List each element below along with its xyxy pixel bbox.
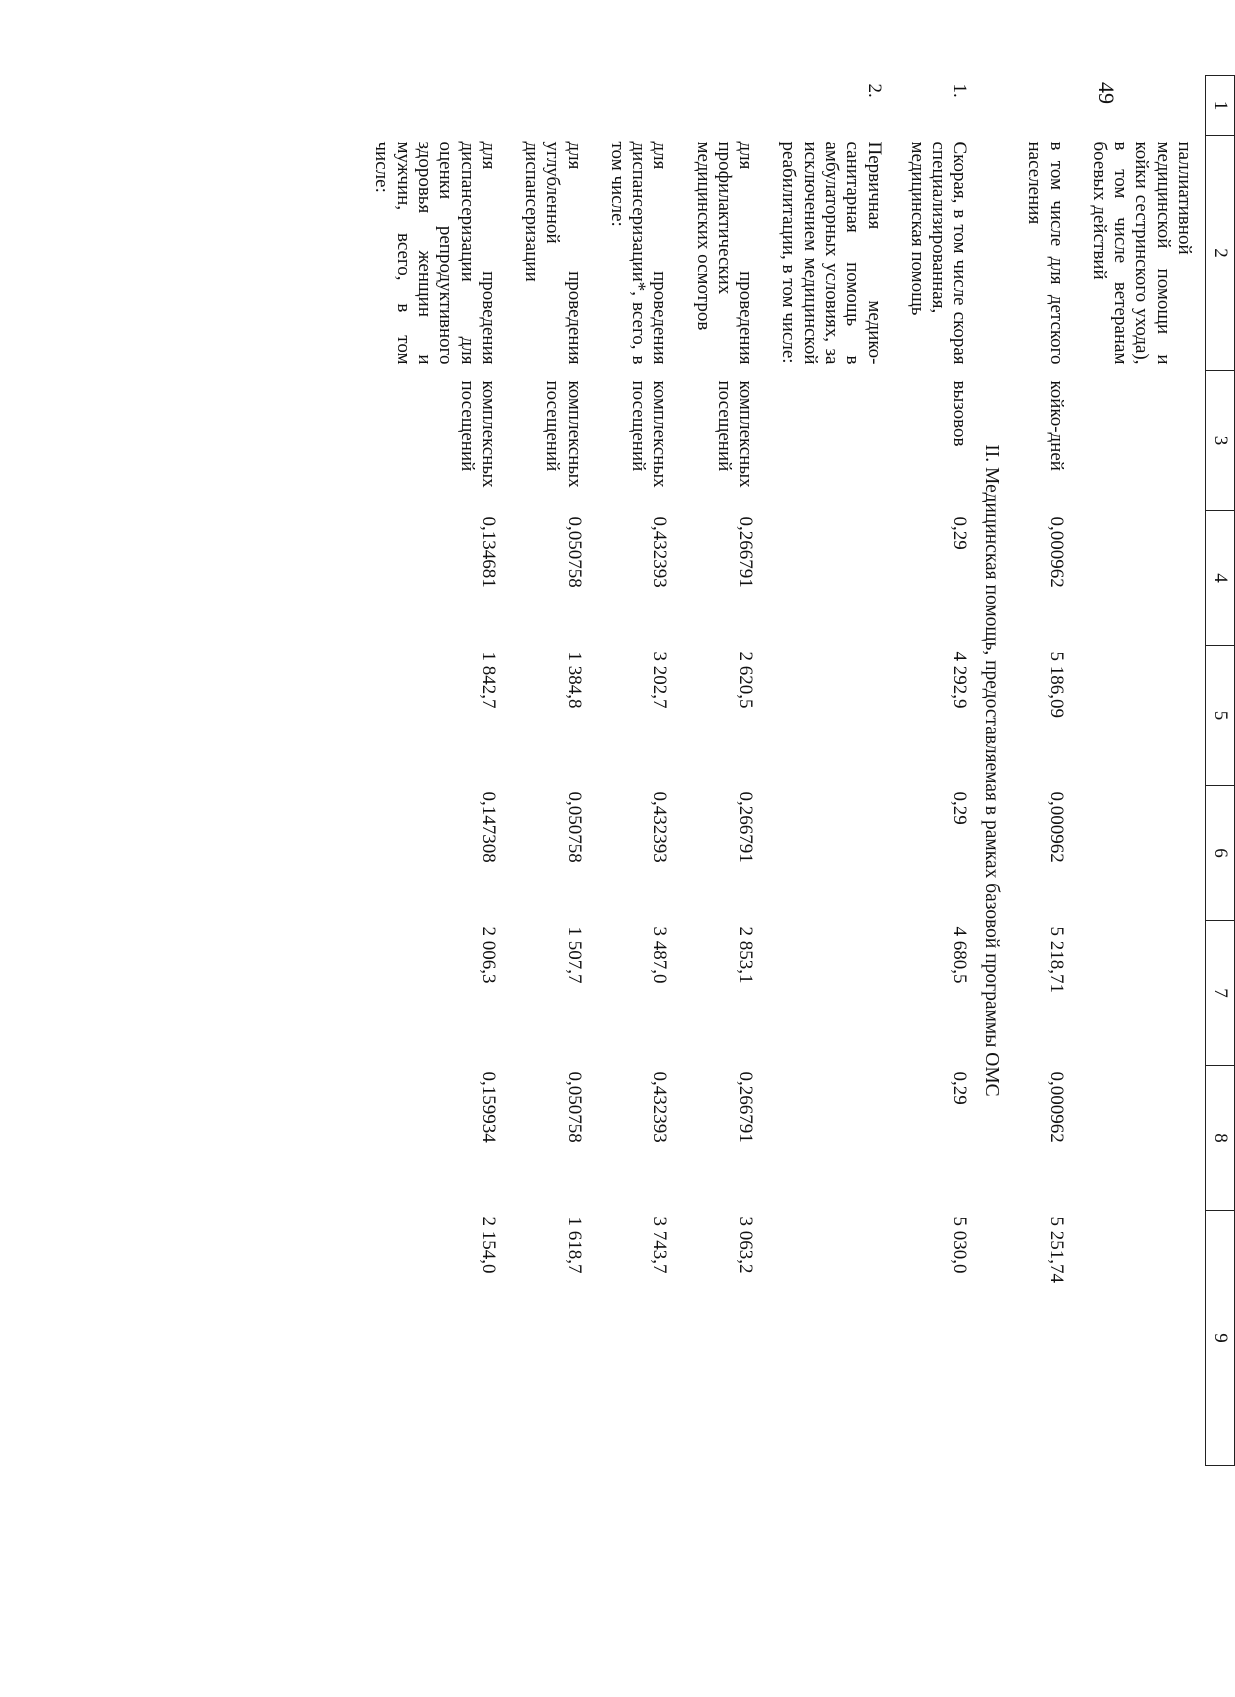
column-number: 7 [1206,921,1235,1066]
row-description: в том числе для детского населения [1024,141,1067,365]
row-description: Скорая, в том числе скорая специализированная, медицинская помощь [906,141,971,365]
page-number: 49 [1094,82,1119,104]
row-value: 2 154,0 [477,1216,499,1274]
row-unit: комплексных посещений [713,380,757,488]
row-value: 4 292,9 [949,651,971,709]
row-value: 0,000962 [1045,791,1067,863]
table-row [885,76,971,1466]
row-value [756,921,884,1066]
row-value: 1 507,7 [563,926,585,984]
column-number: 9 [1206,1211,1235,1466]
row-value: 5 218,71 [1045,926,1067,993]
row-value: 5 251,74 [1045,1216,1067,1283]
section-heading-row [970,76,1002,1466]
row-value: 1 842,7 [477,651,499,709]
row-value: 0,432393 [649,1071,671,1143]
row-value: 0,000962 [1045,1071,1067,1143]
row-unit [1067,371,1206,511]
row-value: 2 620,5 [735,651,757,709]
row-value [1067,511,1206,646]
row-number [499,76,585,136]
column-number-row [1206,76,1235,1466]
row-value: 0,266791 [735,516,757,588]
row-value [756,786,884,921]
row-value: 1 384,8 [563,651,585,709]
row-value: 0,266791 [735,791,757,863]
row-value: 3 063,2 [735,1216,757,1274]
row-value: 3 487,0 [649,926,671,984]
row-value [1067,646,1206,786]
row-value: 0,147308 [477,791,499,863]
table-row [499,76,585,1466]
column-number: 1 [1206,76,1235,136]
row-number [1002,76,1067,136]
rotated-table-sheet [195,75,1235,1465]
row-value: 0,432393 [649,516,671,588]
row-value: 1 618,7 [563,1216,585,1274]
row-unit: комплексных посещений [542,380,585,488]
row-value [756,1066,884,1211]
table-row [585,76,671,1466]
column-number: 3 [1206,371,1235,511]
row-unit: комплексных посещений [456,380,499,488]
row-value: 0,29 [949,1071,971,1105]
row-value: 3 202,7 [649,651,671,709]
row-value: 0,432393 [649,791,671,863]
row-number: 2. [863,83,885,98]
column-number: 2 [1206,136,1235,371]
table-row [670,76,756,1466]
row-description: для проведения диспансеризации*, всего, в том числе: [606,141,671,365]
column-number: 6 [1206,786,1235,921]
row-value: 4 680,5 [949,926,971,984]
row-number [349,76,499,136]
row-description: паллиативной медицинской помощи и койки сестринского ухода), в том числе ветеранам боевых действий [1088,141,1195,365]
row-value [756,511,884,646]
row-value: 2 006,3 [477,926,499,984]
row-value [1067,1211,1206,1466]
row-description: Первичная медико-санитарная помощь в амбулаторных условиях, за исключением медицинской реабилитации, в том числе: [778,141,885,365]
row-value [756,1211,884,1466]
column-number: 5 [1206,646,1235,786]
row-unit: комплексных посещений [628,380,671,488]
row-value [1067,921,1206,1066]
row-value [1067,786,1206,921]
row-unit: койко-дней [1045,380,1067,471]
row-description: для проведения углубленной диспансеризации [521,141,585,365]
row-unit: вызовов [949,380,971,447]
row-value: 0,266791 [735,1071,757,1143]
row-value: 0,000962 [1045,516,1067,588]
table-row [1002,76,1067,1466]
data-table [349,75,1235,1466]
row-value: 0,159934 [477,1071,499,1143]
row-value: 2 853,1 [735,926,757,984]
row-unit [756,371,884,511]
row-value [1067,1066,1206,1211]
row-value: 5 186,09 [1045,651,1067,718]
row-value [756,646,884,786]
column-number: 4 [1206,511,1235,646]
row-value: 0,134681 [477,516,499,588]
row-value: 0,29 [949,516,971,550]
table-row [756,76,884,1466]
column-number: 8 [1206,1066,1235,1211]
row-number [670,76,756,136]
table-row [349,76,499,1466]
row-number [585,76,671,136]
row-value: 5 030,0 [949,1216,971,1274]
section-title: II. Медицинская помощь, предоставляемая в рамках базовой программы ОМС [981,444,1003,1097]
row-description: для проведения профилактических медицинских осмотров [692,141,757,365]
row-value: 0,29 [949,791,971,825]
row-value: 0,050758 [563,516,585,588]
row-value: 3 743,7 [649,1216,671,1274]
row-description: для проведения диспансеризации для оценки репродуктивного здоровья женщин и мужчин, всего, в том числе: [371,141,499,365]
row-value: 0,050758 [563,791,585,863]
row-number: 1. [949,83,971,98]
row-number [1067,76,1206,136]
table-row [1067,76,1206,1466]
row-value: 0,050758 [563,1071,585,1143]
